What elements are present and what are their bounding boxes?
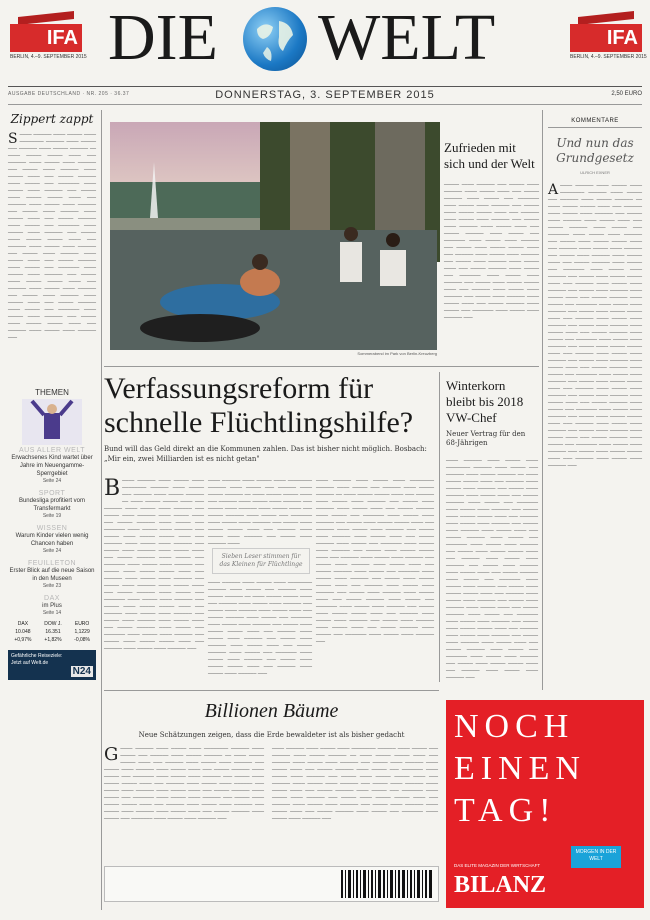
ifa-logo-left: IFA BERLIN, 4.–9. SEPTEMBER 2015 [10, 12, 82, 64]
bilanz-logo: BILANZ [454, 872, 547, 898]
lead-headline[interactable]: Verfassungsreform für schnelle Flüchtlingshilfe? [104, 372, 414, 439]
bottom-headline[interactable]: Billionen Bäume [204, 700, 339, 722]
barcode-icon [341, 870, 441, 898]
bilanz-ad[interactable] [446, 700, 644, 908]
themen-block: THEMEN [8, 388, 96, 445]
pull-quote: Sieben Leser stimmen für das Kleinen für Flüchtlinge [219, 553, 303, 568]
globe-icon [243, 7, 307, 71]
lead-article-col: B ──── ────── ──── ───── ──── ──────── ────── ──── ───── ─── ────── ──── ───── ────── ── ──── ───── ───── ──── ─── ────── ──── ───── ──── ────── ─── ───── ──── ────── ──── ───── ──── ─── ───── ────── ──── ───── ─── ─────── ──── ───── ──── ────── ─── ───── ──── ───── ───── ──── ─── ────── ──── ───── ──── ────── ─── ───── ──── ────── ──── ───── ──── ─── ───── ────── ──── ───── ─── ─────── ──── ───── ──── ────── ─── ───── ──── ───── ───── ──── ─── ────── ──── ───── ──── ────── ─── ───── ──── ────── ──── ───── ──── ─── ───── ────── ──── ───── ─── ─────── ──── ───── ──── ────── ─── ───── ──── ───── ───── ──── ─── ────── ──── ───── ──── ────── ─── ───── ──── ────── ──── ───── ──── ─── ───── ────── ──── ───── ─── ─────── ──── ───── ──── ────── ─── ───── ──── ───── ───── ──── ─── ────── ──── ───── ──── ────── ─── [104, 476, 204, 652]
ad-word-2: EINEN [454, 750, 586, 787]
column-body: S ──── ────── ──── ───── ──── ──────── ────── ──── ───── ─── ────── ──── ───── ────── ── ──── ───── ───── ──── ─── ────── ──── ───── ──── ────── ─── ───── ──── ────── ──── ───── ──── ─── ───── ────── ──── ───── ─── ─────── ──── ───── ──── ────── ─── ───── ──── ───── ───── ──── ─── ────── ──── ───── ──── ────── ─── ───── ──── ────── ──── ───── ──── ─── ───── ────── ──── ───── ─── ─────── ──── ───── ──── ────── ─── ───── ──── ───── ───── ──── ─── ────── ──── ───── ──── ────── ─── ───── ──── ────── ──── ───── ──── ─── ───── ────── ──── ───── ─── ─────── ──── ───── ──── ────── ─── ───── ──── ───── ───── ──── ─── ────── ──── ───── ──── ────── ─── ───── ──── ────── ──── ───── ──── ─── ───── ────── ──── ───── ─── ─────── ──── ───── ──── ────── ─── ───── ──── ───── ───── ──── ─── ────── ──── ───── ──── ────── ─── [8, 131, 96, 341]
divider [104, 690, 439, 691]
ad-word-3: TAG! [454, 792, 557, 829]
logo-welt: WELT [318, 1, 496, 74]
footer-info-box [104, 866, 439, 902]
second-title: Winterkorn bleibt bis 2018 VW-Chef [446, 378, 524, 425]
left-column [8, 112, 96, 680]
divider [439, 372, 440, 682]
masthead [0, 0, 650, 88]
bottom-deck: Neue Schätzungen zeigen, dass die Erde bewaldeter ist als bisher gedacht [138, 731, 405, 739]
second-deck: Neuer Vertrag für den 68-Jährigen [446, 430, 526, 447]
teaser-title: Zufrieden mit sich und der Welt [444, 140, 535, 171]
bottom-article-col: ──── ────── ──── ───── ──── ──────── ────── ──── ───── ─── ────── ──── ───── ────── ── ──── ───── ───── ──── ─── ────── ──── ───── ──── ────── ─── ───── ──── ────── ──── ───── ──── ─── ───── ────── ──── ───── ─── ─────── ──── ───── ──── ────── ─── ───── ──── ───── ───── ──── ─── ────── ──── ───── ──── ────── ─── ───── ──── ────── ──── ───── ──── ─── ───── ────── ──── ───── ─── ─────── ──── ───── ──── ────── ─── ───── ──── ───── ───── ──── ─── ────── ──── ───── ──── ────── ─── ───── ──── ────── ──── ───── ──── ─── ───── ────── ──── ───── ─── ─────── ──── ───── ──── ────── ─── [272, 746, 438, 822]
second-story[interactable]: Winterkorn bleibt bis 2018 VW-Chef Neuer Vertrag für den 68-Jährigen ──── ────── ──── ───── ──── ──────── ────── ──── ───── ─── ────── ──── ───── ────── ── ──── ───── ───── ──── ─── ────── ──── ───── ──── ────── ─── ───── ──── ────── ──── ───── ──── ─── ───── ────── ──── ───── ─── ─────── ──── ───── ──── ────── ─── ───── ──── ───── ───── ──── ─── ────── ──── ───── ──── ────── ─── ───── ──── ────── ──── ───── ──── ─── ───── ────── ──── ───── ─── ─────── ──── ───── ──── ────── ─── ───── ──── ───── ───── ──── ─── ────── ──── ───── ──── ────── ─── ───── ──── ────── ──── ───── ──── ─── ───── ────── ──── ───── ─── ─────── ──── ───── ──── ────── ─── ───── ──── ───── ───── ──── ─── ────── ──── ───── ──── ────── ─── ───── ──── ────── ──── ───── ──── ─── ───── ────── ──── ───── ─── ─────── ──── ───── ──── ────── ─── ───── ──── ───── ───── ──── ─── ────── ──── ───── ──── ────── ─── ───── ──── ────── ──── ───── ──── ─── ───── ────── ──── ───── ─── ─────── ──── ───── ──── ────── ─── ───── ──── ───── ───── ──── ─── ────── ──── ───── ──── ────── ─── [446, 378, 538, 681]
lead-article-col: ──── ────── ──── ───── ──── ──────── ────── ──── ───── ─── ────── ──── ───── ────── ── ──── ───── ───── ──── ─── ────── ──── ───── ──── ────── ─── ───── ──── ────── ──── ───── ──── ─── ───── ────── ──── ───── ─── ─────── ──── ───── ──── ────── ─── ───── ──── ───── ───── ──── ─── ────── ──── ───── ──── ────── ─── ───── ──── ────── ──── ───── ──── ─── ───── ────── ──── ───── ─── ─────── ──── ───── ──── ────── ─── ───── ──── ───── ───── ──── ─── ────── ──── ───── ──── ────── ─── ───── ──── ────── ──── ───── ──── ─── ───── ────── ──── ───── ─── ─────── ──── ───── ──── ────── ─── ───── ──── ───── ───── ──── ─── ────── ──── ───── ──── ────── ─── ───── ──── ────── ──── ───── ──── ─── ───── ────── ──── ───── ─── ─────── ──── ───── ──── ────── ─── ───── ──── ───── ───── ──── ─── ────── ──── ───── ──── ────── ─── ───── ──── ────── ──── ───── ──── ─── ───── ────── ──── ───── ─── ─────── ──── ───── ──── ────── ─── [316, 478, 434, 645]
bottom-article-col: G ──── ────── ──── ───── ──── ──────── ────── ──── ───── ─── ────── ──── ───── ────── ── ──── ───── ───── ──── ─── ────── ──── ───── ──── ────── ─── ───── ──── ────── ──── ───── ──── ─── ───── ────── ──── ───── ─── ─────── ──── ───── ──── ────── ─── ───── ──── ───── ───── ──── ─── ────── ──── ───── ──── ────── ─── ───── ──── ────── ──── ───── ──── ─── ───── ────── ──── ───── ─── ─────── ──── ───── ──── ────── ─── ───── ──── ───── ───── ──── ─── ────── ──── ───── ──── ────── ─── ───── ──── ────── ──── ───── ──── ─── ───── ────── ──── ───── ─── ─────── ──── ───── ──── ────── ─── [104, 744, 264, 822]
section-teaser[interactable]: FEUILLETON Erster Blick auf die neue Saison in den Museen Seite 23 [9, 560, 95, 589]
section-teaser[interactable]: WISSEN Warum Kinder vielen wenig Chancen haben Seite 24 [15, 525, 89, 554]
commentary-column[interactable]: KOMMENTARE Und nun das Grundgesetz ULRICH EXNER A ──── ────── ──── ───── ──── ──────── ────── ──── ───── ─── ────── ──── ───── ────── ── ──── ───── ───── ──── ─── ────── ──── ───── ──── ────── ─── ───── ──── ────── ──── ───── ──── ─── ───── ────── ──── ───── ─── ─────── ──── ───── ──── ────── ─── ───── ──── ───── ───── ──── ─── ────── ──── ───── ──── ────── ─── ───── ──── ────── ──── ───── ──── ─── ───── ────── ──── ───── ─── ─────── ──── ───── ──── ────── ─── ───── ──── ───── ───── ──── ─── ────── ──── ───── ──── ────── ─── ───── ──── ────── ──── ───── ──── ─── ───── ────── ──── ───── ─── ─────── ──── ───── ──── ────── ─── ───── ──── ───── ───── ──── ─── ────── ──── ───── ──── ────── ─── ───── ──── ────── ──── ───── ──── ─── ───── ────── ──── ───── ─── ─────── ──── ───── ──── ────── ─── ───── ──── ───── ───── ──── ─── ────── ──── ───── ──── ────── ─── ───── ──── ────── ──── ───── ──── ─── ───── ────── ──── ───── ─── ─────── ──── ───── ──── ────── ─── ───── ──── ───── ───── ──── ─── ────── ──── ───── ──── ────── ─── ───── ──── ────── ──── ───── ──── ─── ───── ────── ──── ───── ─── ─────── ──── ───── ──── ────── ─── ───── ──── ───── ───── ──── ─── ────── ──── ───── ──── ────── ─── ───── ──── ────── ──── ───── ──── ─── ───── ────── ──── ───── ─── ─────── ──── ───── ──── ────── ─── ───── ──── ───── ───── ──── ─── ────── ──── ───── ──── ────── ─── [548, 118, 642, 469]
photo-teaser[interactable]: Zufrieden mit sich und der Welt ───── ──── ────── ─── ───── ──── ────── ──── ───── ──── ─── ───── ────── ──── ───── ─── ─────── ──── ───── ──── ────── ─── ───── ──── ───── ───── ──── ─── ────── ──── ───── ──── ────── ─── ───── ──── ────── ──── ───── ──── ─── ───── ────── ──── ───── ─── ─────── ──── ───── ──── ────── ─── ───── ──── ───── ───── ──── ─── ────── ──── ───── ──── ────── ─── ───── ──── ────── ──── ───── ──── ─── ───── ────── ──── ───── ─── ─────── ──── ───── ──── ────── ─── ───── ──── ───── ───── ──── ─── ────── ──── ───── ──── ────── ─── ───── ──── ────── ──── ───── ──── ─── ───── ────── ──── ───── ─── ─────── ──── ───── ──── ────── ─── [444, 140, 539, 321]
ifa-logo-right: IFA BERLIN, 4.–9. SEPTEMBER 2015 [570, 12, 642, 64]
divider [101, 110, 102, 910]
column-title: Zippert zappt [10, 112, 94, 126]
lead-deck: Bund will das Geld direkt an die Kommunen zahlen. Das ist bisher nicht möglich. Bosbach: „Mir ein, zwei Milliarden ist es nicht getan" [104, 445, 427, 463]
price: 2,50 EURO [611, 91, 642, 97]
section-teaser[interactable]: AUS ALLER WELT Erwachsenes Kind wartet über Jahre im Neuengamme-Sperrgebiet Seite 24 [11, 447, 93, 484]
ad-badge: MORGEN IN DER WELT [571, 846, 621, 868]
photo-caption: Sommerabend im Park von Berlin-Kreuzberg [357, 351, 437, 356]
n24-logo: N24 [72, 666, 91, 677]
dateline: AUSGABE DEUTSCHLAND · NR. 205 · 36.37 DONNERSTAG, 3. SEPTEMBER 2015 2,50 EURO [8, 89, 642, 101]
divider [542, 110, 543, 690]
lead-photo[interactable] [110, 122, 437, 350]
n24-ad[interactable]: Gefährliche Reiseziele: Jetzt auf Welt.de N24 [8, 650, 96, 680]
section-teaser[interactable]: DAX im Plus Seite 14 [42, 595, 62, 616]
logo-die: DIE [108, 1, 218, 74]
issue-date: DONNERSTAG, 3. SEPTEMBER 2015 [215, 89, 435, 101]
divider [8, 86, 642, 87]
commentary-author: ULRICH EXNER [580, 170, 610, 175]
pull-quote-box [212, 548, 310, 574]
section-teaser[interactable]: SPORT Bundesliga profitiert vom Transfermarkt Seite 19 [18, 490, 86, 519]
ad-small-text: DAS ELITE MAGAZIN DER WIRTSCHAFT [454, 863, 541, 868]
lead-article-col: ──── ────── ──── ───── ──── ──────── ────── ──── ───── ─── ────── ──── ───── ────── ── ──── ───── ───── ──── ─── ────── ──── ───── ──── ────── ─── ───── ──── ────── ──── ───── ──── ─── ───── ────── ──── ───── ─── ─────── ──── ───── ──── ────── ─── ───── ──── ───── ───── ──── ─── ────── ──── ───── ──── ────── ─── ───── ──── ────── ──── ───── ──── ─── ───── ────── ──── ───── ─── ─────── ──── ───── ──── ────── ─── ───── ──── ───── ───── ──── ─── ────── ──── ───── ──── ────── ─── [208, 580, 312, 677]
themen-illustration [22, 399, 82, 445]
divider [104, 366, 539, 367]
commentary-label: KOMMENTARE [571, 118, 619, 124]
market-table: DAX DOW J. EURO 10.048 16.351 1,1229 +0,97% +1,82% -0,08% [14, 621, 90, 643]
commentary-title: Und nun das Grundgesetz [556, 136, 634, 165]
lead-article-col: ──── ────── ──── ───── ──── ──────── ────── ──── ───── ─── ────── ──── ───── ────── ── ──── ───── ───── ──── ─── ────── ──── ───── ──── ────── ─── ───── ──── ────── ──── ───── ──── ─── ───── ────── ──── ───── ─── ─────── ──── ───── ──── ────── ─── ───── ──── ───── ───── ──── ─── ────── ──── ───── ──── ────── ─── ───── ──── ────── ──── [208, 478, 312, 547]
divider [8, 104, 642, 105]
ad-word-1: NOCH [454, 708, 575, 745]
